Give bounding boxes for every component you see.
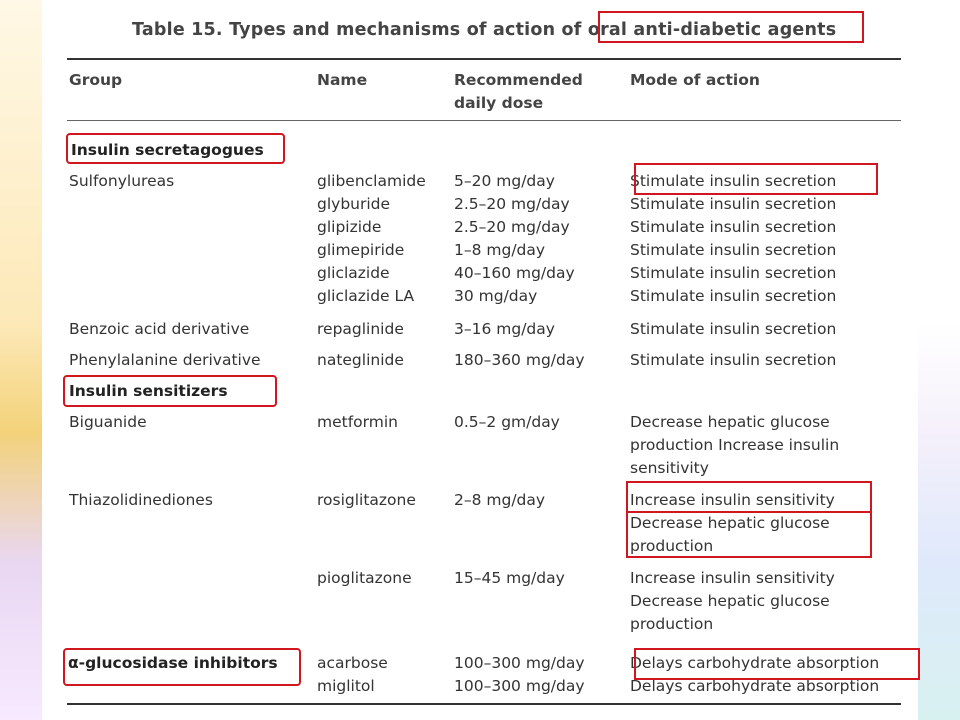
highlight-box-increase-sensitivity [626,481,872,513]
drug-dose: 2.5–20 mg/day [454,218,570,236]
drug-mode: Stimulate insulin secretion [630,218,837,236]
section-insulin-sensitizers: Insulin sensitizers [69,382,228,400]
drug-name: gliclazide [317,264,390,282]
agi-names [317,652,388,698]
group-sulfonylureas: Sulfonylureas [69,172,175,190]
group-phenylalanine-derivative: Phenylalanine derivative [69,351,261,369]
drug-mode: Delays carbohydrate absorption [630,654,880,672]
mode-line: Decrease hepatic glucose [630,514,830,532]
header-name: Name [317,71,368,89]
highlight-box-secretagogues [66,133,285,164]
mode-line: production Increase insulin [630,436,840,454]
drug-mode: Stimulate insulin secretion [630,287,837,305]
drug-mode [630,567,835,636]
drug-name: metformin [317,413,398,431]
highlight-box-sensitizers [63,375,277,407]
drug-dose: 2–8 mg/day [454,491,546,509]
mode-line: production [630,537,714,555]
header-mode: Mode of action [630,71,760,89]
sulfonylurea-doses [454,170,575,308]
agi-doses [454,652,585,698]
drug-name: glibenclamide [317,172,426,190]
drug-mode: Stimulate insulin secretion [630,241,837,259]
drug-name: miglitol [317,677,375,695]
drug-mode: Stimulate insulin secretion [630,195,837,213]
drug-mode [630,411,839,480]
header-dose-line-1: Recommended [454,71,583,89]
highlight-box-alpha-glucosidase [63,648,301,686]
mode-line: Decrease hepatic glucose [630,592,830,610]
drug-dose: 3–16 mg/day [454,320,555,338]
highlight-box-decrease-hepatic-glucose [626,511,872,558]
drug-dose: 30 mg/day [454,287,538,305]
drug-mode: Stimulate insulin secretion [630,351,837,369]
highlight-box-title [598,11,864,43]
top-rule [67,58,901,60]
drug-name: glyburide [317,195,391,213]
mode-line: Increase insulin sensitivity [630,569,835,587]
drug-mode: Delays carbohydrate absorption [630,677,880,695]
drug-name: pioglitazone [317,569,412,587]
header-dose [454,69,583,115]
drug-name: repaglinide [317,320,404,338]
drug-name: gliclazide LA [317,287,415,305]
drug-dose: 1–8 mg/day [454,241,546,259]
bottom-rule [67,703,901,705]
drug-dose: 0.5–2 gm/day [454,413,560,431]
highlight-box-stimulate-secretion [634,163,878,195]
drug-name: glipizide [317,218,382,236]
drug-mode: Stimulate insulin secretion [630,320,837,338]
group-biguanide: Biguanide [69,413,147,431]
section-insulin-secretagogues: Insulin secretagogues [71,141,264,159]
drug-dose: 2.5–20 mg/day [454,195,570,213]
table-title: Table 15. Types and mechanisms of action of oral anti-diabetic agents [132,20,837,40]
drug-name: rosiglitazone [317,491,416,509]
header-dose-line-2: daily dose [454,94,544,112]
drug-name: acarbose [317,654,388,672]
mode-line: sensitivity [630,459,709,477]
header-group: Group [69,71,123,89]
mode-line: Increase insulin sensitivity [630,491,835,509]
mode-line: production [630,615,714,633]
mode-line: Decrease hepatic glucose [630,413,830,431]
drug-dose: 5–20 mg/day [454,172,555,190]
drug-dose: 100–300 mg/day [454,677,585,695]
drug-dose: 40–160 mg/day [454,264,575,282]
drug-dose: 100–300 mg/day [454,654,585,672]
drug-name: nateglinide [317,351,404,369]
group-benzoic-acid-derivative: Benzoic acid derivative [69,320,250,338]
group-thiazolidinediones: Thiazolidinediones [69,491,213,509]
drug-name: glimepiride [317,241,405,259]
drug-dose: 180–360 mg/day [454,351,585,369]
drug-mode: Stimulate insulin secretion [630,172,837,190]
drug-dose: 15–45 mg/day [454,569,565,587]
drug-mode: Stimulate insulin secretion [630,264,837,282]
header-rule [67,120,901,121]
highlight-box-delays-absorption [634,648,920,680]
section-alpha-glucosidase-inhibitors: α-glucosidase inhibitors [68,654,278,672]
sulfonylurea-names [317,170,426,308]
table-sheet [42,0,918,720]
